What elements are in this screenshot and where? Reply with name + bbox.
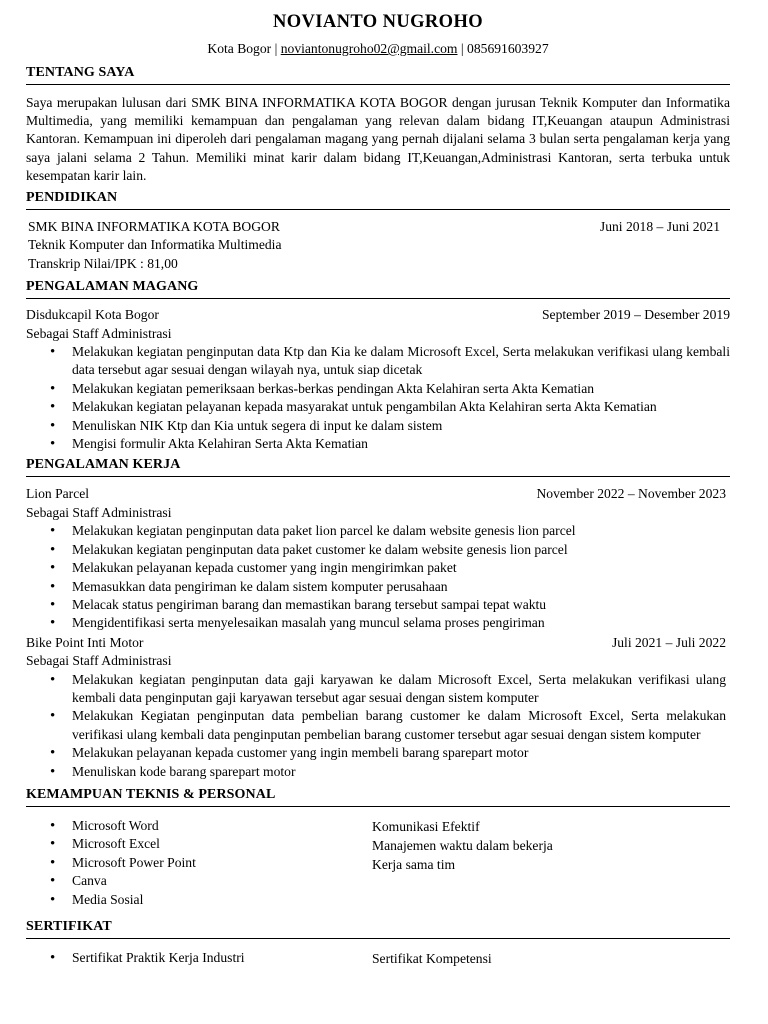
skills-columns <box>26 817 730 909</box>
certificates-list <box>26 949 372 967</box>
section-title-internship: PENGALAMAN MAGANG <box>26 278 730 299</box>
list-item: • Canva <box>72 872 372 890</box>
list-item: Sertifikat Kompetensi <box>372 951 492 967</box>
list-item: Manajemen waktu dalam bekerja <box>372 837 553 853</box>
work-header-row <box>26 485 726 503</box>
section-skills <box>26 786 730 909</box>
section-title-about: TENTANG SAYA <box>26 64 730 85</box>
list-item: • Melakukan kegiatan pemeriksaan berkas-berkas pendingan Akta Kelahiran serta Akta Kematian <box>72 380 730 398</box>
work-period: November 2022 – November 2023 <box>536 486 726 502</box>
section-title-certificates: SERTIFIKAT <box>26 918 730 939</box>
work-role: Sebagai Staff Administrasi <box>26 653 172 669</box>
internship-company: Disdukcapil Kota Bogor <box>26 307 159 323</box>
list-item: Kerja sama tim <box>372 856 456 872</box>
section-internship <box>26 278 730 453</box>
section-education <box>26 189 730 273</box>
list-item: • Mengisi formulir Akta Kelahiran Serta Akta Kematian <box>72 435 730 453</box>
list-item: • Menuliskan NIK Ktp dan Kia untuk segera di input ke dalam sistem <box>72 417 730 435</box>
list-item: • Melakukan kegiatan pelayanan kepada masyarakat untuk pengambilan Akta Kelahiran serta Akta Kematian <box>72 398 730 416</box>
internship-period: September 2019 – Desember 2019 <box>541 307 730 323</box>
work-company: Lion Parcel <box>26 486 90 502</box>
internship-duties-list <box>26 343 730 453</box>
candidate-name: NOVIANTO NUGROHO <box>272 12 484 32</box>
about-text: Saya merupakan lulusan dari SMK BINA INFORMATIKA KOTA BOGOR dengan jurusan Teknik Komputer dan Informatika Multimedia, yang memiliki kemampuan dan pengalaman yang relevan dalam bidang IT,Keuangan ataupun Administrasi Kantoran. Kemampuan ini diperoleh dari pengalaman magang yang pernah dijalani selama 3 bulan serta pengalaman kerja yang saya jalani selama 2 Tahun. Memiliki minat karir dalam bidang IT,Keuangan,Administrasi Kantoran, serta terbuka untuk kesempatan karir lain. <box>26 95 730 183</box>
work-entry-lion-parcel <box>26 485 730 632</box>
list-item: • Melakukan pelayanan kepada customer yang ingin mengirimkan paket <box>72 559 726 577</box>
education-header-row <box>28 218 720 236</box>
contact-phone: 085691603927 <box>467 41 549 56</box>
contact-line <box>26 40 730 58</box>
work-entry-bike-point <box>26 634 730 781</box>
list-item: • Melakukan kegiatan penginputan data paket lion parcel ke dalam website genesis lion parcel <box>72 522 726 540</box>
list-item: • Melacak status pengiriman barang dan memastikan barang tersebut sampai tepat waktu <box>72 596 726 614</box>
list-item: • Microsoft Word <box>72 817 372 835</box>
list-item: • Melakukan kegiatan penginputan data Ktp dan Kia ke dalam Microsoft Excel, Serta melakukan verifikasi ulang kembali data tersebut agar sesuai dengan wilayah nya, untuk siap dicetak <box>72 343 730 380</box>
contact-email-link[interactable]: noviantonugroho02@gmail.com <box>280 41 458 56</box>
list-item: • Melakukan kegiatan penginputan data gaji karyawan ke dalam Microsoft Excel, Serta melakukan verifikasi ulang kembali data penginputan gaji karyawan tersebut agar sesuai dengan sistem komputer <box>72 671 726 708</box>
list-item: • Melakukan pelayanan kepada customer yang ingin membeli barang sparepart motor <box>72 744 726 762</box>
section-certificates <box>26 918 730 968</box>
list-item: • Media Sosial <box>72 891 372 909</box>
personal-skills <box>372 817 730 909</box>
section-work <box>26 456 730 781</box>
internship-header-row <box>26 306 730 324</box>
list-item: • Memasukkan data pengiriman ke dalam sistem komputer perusahaan <box>72 578 726 596</box>
certificates-left <box>26 949 372 968</box>
education-major: Teknik Komputer dan Informatika Multimedia <box>28 237 282 253</box>
technical-skills-list <box>26 817 372 909</box>
work-period: Juli 2021 – Juli 2022 <box>611 634 726 650</box>
section-title-education: PENDIDIKAN <box>26 189 730 210</box>
work-duties-list <box>26 522 726 632</box>
list-item: • Microsoft Power Point <box>72 854 372 872</box>
education-period: Juni 2018 – Juni 2021 <box>599 219 720 235</box>
contact-city: Kota Bogor <box>207 41 272 56</box>
list-item: • Melakukan Kegiatan penginputan data pembelian barang customer ke dalam Microsoft Excel, Serta melakukan verifikasi ulang kembali data penginputan pembelian barang customer tersebut agar sesuai dengan sistem komputer <box>72 707 726 744</box>
education-school: SMK BINA INFORMATIKA KOTA BOGOR <box>28 219 280 235</box>
section-about <box>26 64 730 185</box>
internship-entry <box>26 306 730 453</box>
list-item: • Menuliskan kode barang sparepart motor <box>72 763 726 781</box>
certificates-right <box>372 949 730 968</box>
list-item: • Melakukan kegiatan penginputan data paket customer ke dalam website genesis lion parcel <box>72 541 726 559</box>
section-title-skills: KEMAMPUAN TEKNIS & PERSONAL <box>26 786 730 807</box>
certificates-columns <box>26 949 730 968</box>
list-item: • Microsoft Excel <box>72 835 372 853</box>
work-header-row <box>26 634 726 652</box>
list-item: • Sertifikat Praktik Kerja Industri <box>72 949 372 967</box>
list-item: • Mengidentifikasi serta menyelesaikan masalah yang muncul selama proses pengiriman <box>72 614 726 632</box>
contact-separator: | <box>274 41 278 56</box>
education-entry <box>26 218 730 273</box>
education-gpa: Transkrip Nilai/IPK : 81,00 <box>28 255 178 271</box>
work-duties-list <box>26 671 726 781</box>
work-role: Sebagai Staff Administrasi <box>26 504 172 520</box>
contact-separator: | <box>460 41 464 56</box>
internship-role: Sebagai Staff Administrasi <box>26 325 172 341</box>
list-item: Komunikasi Efektif <box>372 818 480 834</box>
technical-skills <box>26 817 372 909</box>
work-company: Bike Point Inti Motor <box>26 634 144 650</box>
section-title-work: PENGALAMAN KERJA <box>26 456 730 477</box>
